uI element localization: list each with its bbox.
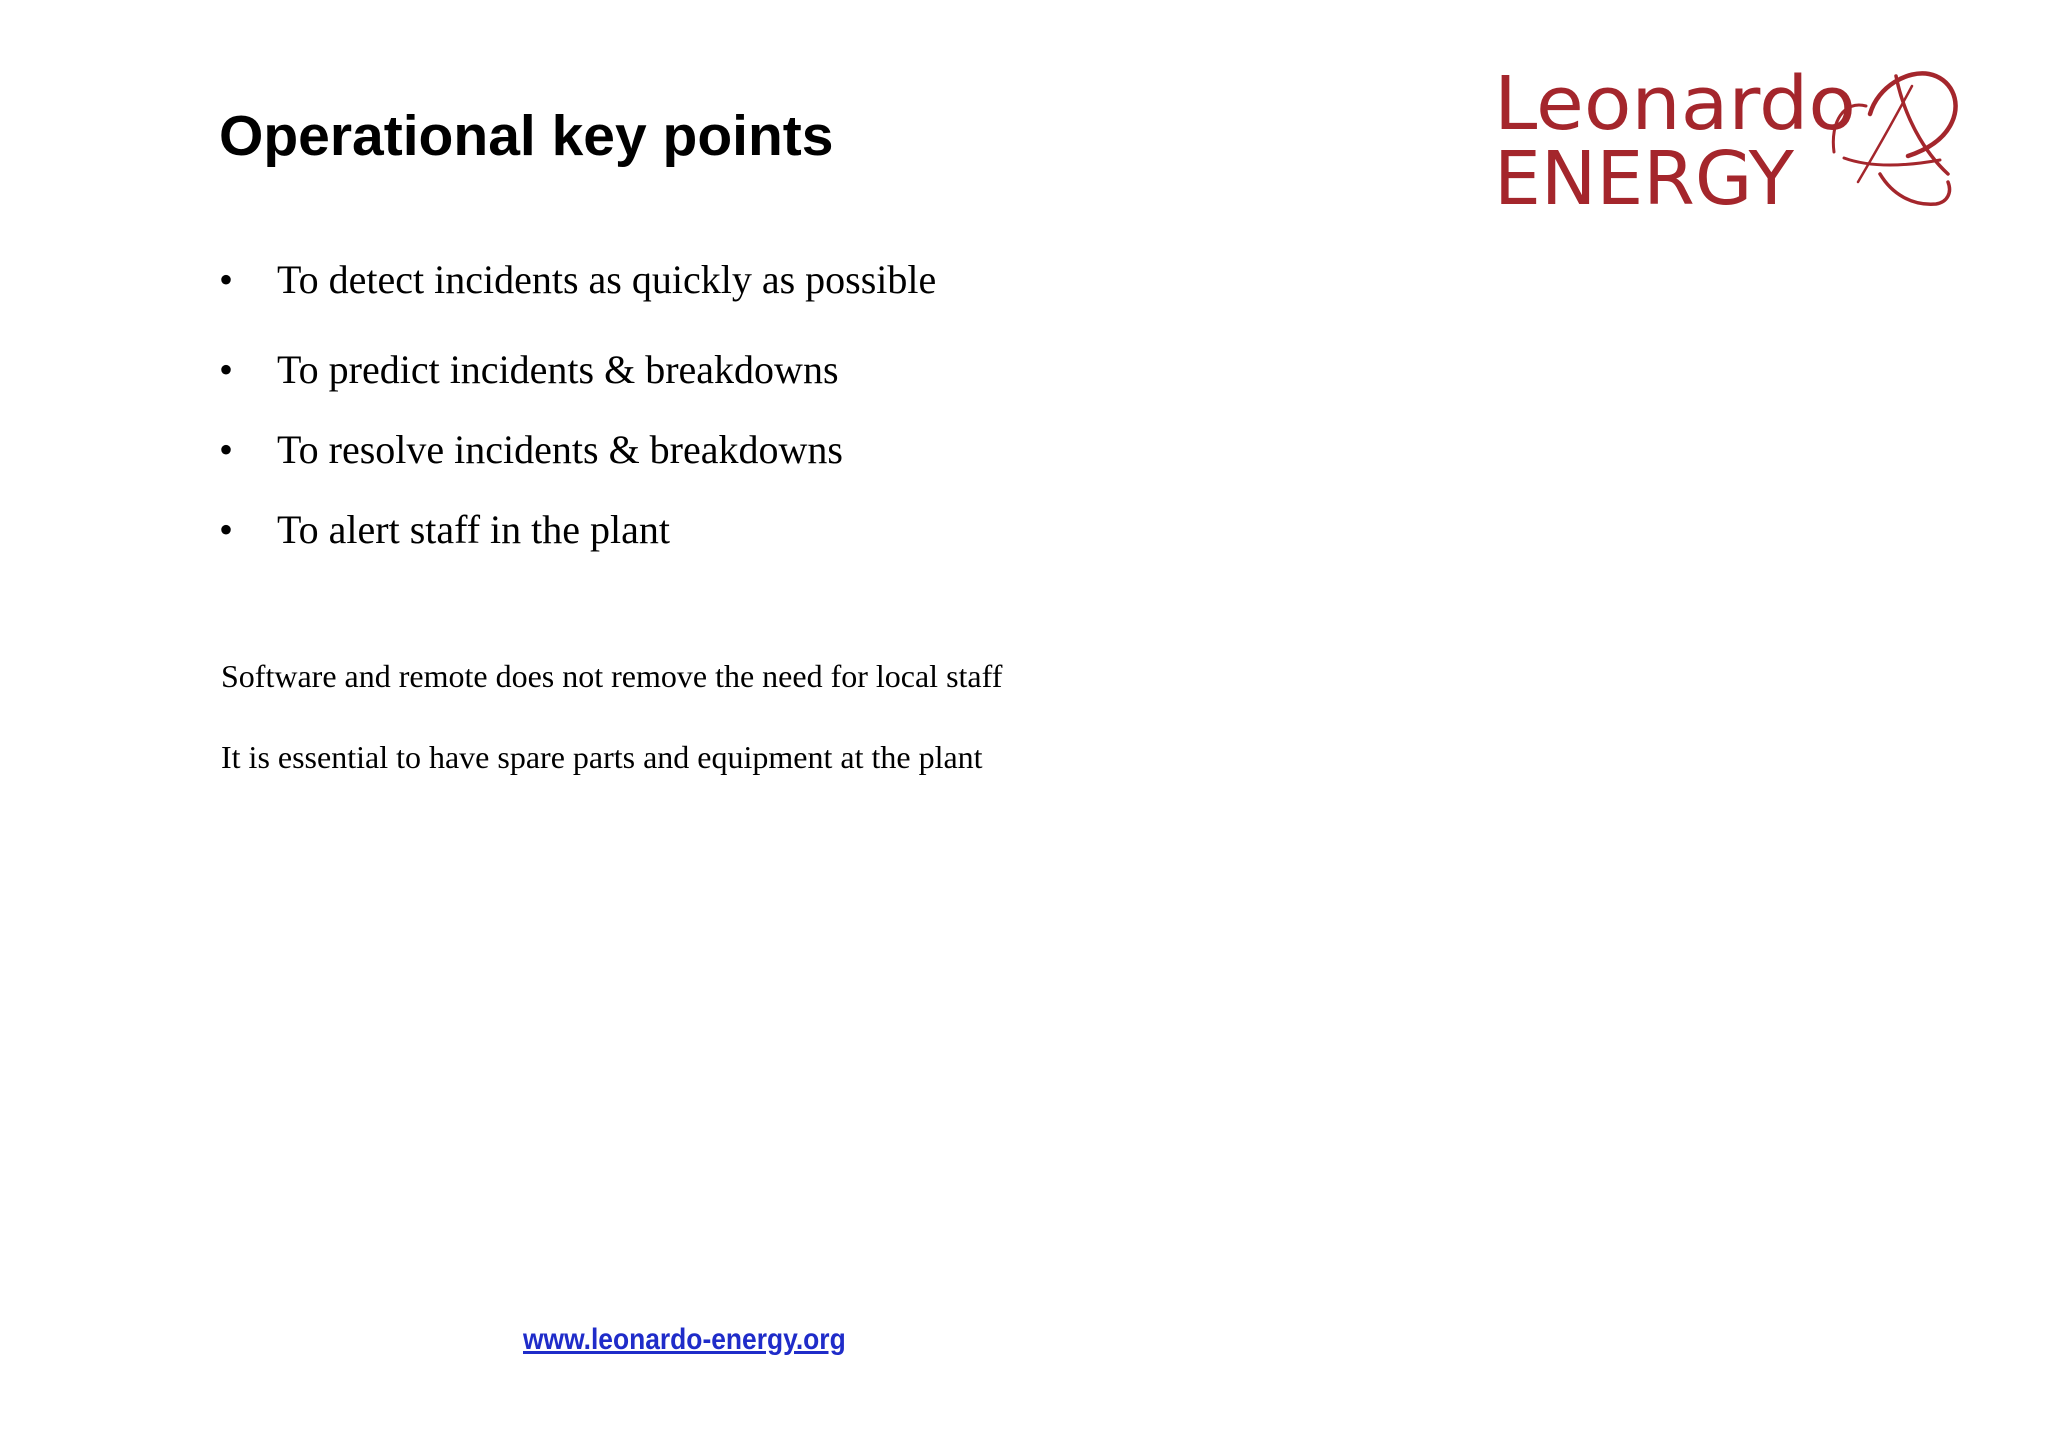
website-link[interactable]: www.leonardo-energy.org [523, 1323, 846, 1356]
logo-text-line1: Leonardo [1494, 61, 1856, 147]
bullet-text: To detect incidents as quickly as possible [277, 257, 937, 302]
bullet-marker: • [219, 507, 234, 552]
logo-text-line2: ENERGY [1494, 136, 1795, 222]
note-local-staff: Software and remote does not remove the need for local staff [221, 658, 1003, 694]
slide-title: Operational key points [219, 104, 834, 168]
leonardo-energy-logo [1482, 56, 1962, 236]
bullet-marker: • [219, 427, 234, 472]
bullet-marker: • [219, 257, 234, 302]
bullet-text: To resolve incidents & breakdowns [277, 427, 843, 472]
note-spare-parts: It is essential to have spare parts and equipment at the plant [221, 739, 983, 775]
bullet-text: To alert staff in the plant [277, 507, 671, 552]
bullet-text: To predict incidents & breakdowns [277, 347, 839, 392]
bullet-marker: • [219, 347, 234, 392]
